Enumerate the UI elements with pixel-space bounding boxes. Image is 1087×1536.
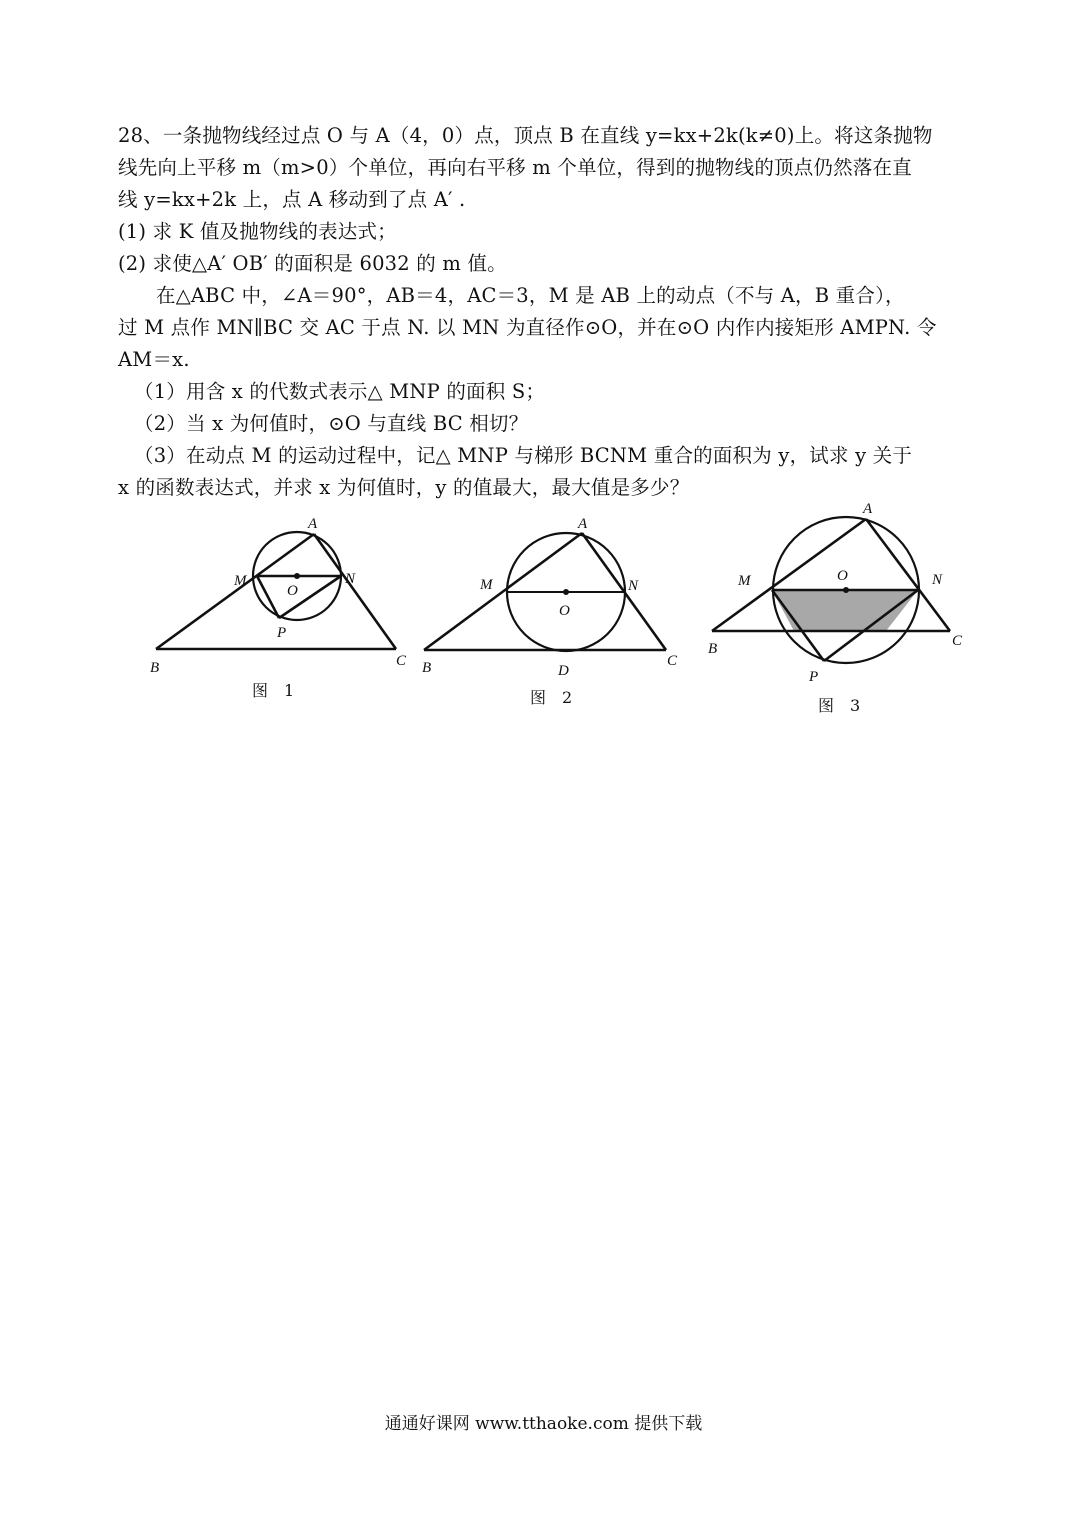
fig1-center-dot: [294, 573, 300, 579]
fig1-label-o: O: [287, 583, 298, 599]
figure-2: [412, 510, 692, 710]
problem-28-question-1: (1) 求 K 值及抛物线的表达式；: [118, 220, 397, 243]
fig3-center-dot: [843, 587, 849, 593]
fig3-label-o: O: [837, 568, 848, 584]
problem-2-line-3: AM＝x.: [118, 348, 190, 371]
fig2-label-b: B: [422, 660, 432, 676]
problem-2-line-1: 在△ABC 中，∠A＝90°，AB＝4，AC＝3，M 是 AB 上的动点（不与 A，B 重合），: [156, 284, 905, 307]
fig1-label-b: B: [150, 660, 160, 676]
fig3-label-p: P: [809, 669, 819, 685]
problem-28-line-2: 线先向上平移 m（m>0）个单位，再向右平移 m 个单位，得到的抛物线的顶点仍然落在直: [118, 156, 912, 179]
fig1-caption: 图 1: [252, 681, 295, 700]
figure-1: [140, 510, 420, 710]
figures-row: [140, 501, 980, 730]
figure-3: [700, 501, 990, 725]
fig3-shaded-overlap: [772, 590, 918, 631]
footer-credit: 通通好课网 www.tthaoke.com 提供下载: [384, 1414, 703, 1434]
fig2-label-c: C: [667, 653, 678, 669]
fig1-label-m: M: [234, 573, 247, 589]
fig2-center-dot: [563, 589, 569, 595]
problem-28: [118, 120, 978, 504]
fig3-caption: 图 3: [818, 696, 861, 715]
problem-2-question-1: （1）用含 x 的代数式表示△ MNP 的面积 S；: [134, 380, 546, 403]
fig1-label-n: N: [345, 571, 356, 587]
fig1-segment-mp: [257, 576, 279, 618]
fig3-label-n: N: [932, 572, 943, 588]
fig3-label-a: A: [863, 501, 873, 517]
fig3-label-c: C: [952, 633, 963, 649]
problem-2-question-2: （2）当 x 为何值时，⊙O 与直线 BC 相切？: [134, 412, 529, 435]
problem-28-question-2: (2) 求使△A′ OB′ 的面积是 6032 的 m 值。: [118, 252, 507, 275]
problem-28-line-3: 线 y=kx+2k 上，点 A 移动到了点 A′ .: [118, 188, 466, 211]
fig2-label-a: A: [578, 516, 588, 532]
problem-2-question-3b: x 的函数表达式，并求 x 为何值时，y 的值最大，最大值是多少？: [118, 476, 690, 499]
fig2-label-o: O: [559, 603, 570, 619]
fig1-label-p: P: [277, 625, 287, 641]
fig1-label-c: C: [396, 653, 407, 669]
fig3-label-m: M: [738, 573, 751, 589]
fig2-label-d: D: [558, 663, 569, 679]
problem-2-question-3a: （3）在动点 M 的运动过程中，记△ MNP 与梯形 BCNM 重合的面积为 y，试求 y 关于: [134, 444, 913, 467]
fig2-label-n: N: [628, 578, 639, 594]
fig3-label-b: B: [708, 641, 718, 657]
fig2-label-m: M: [480, 577, 493, 593]
fig1-label-a: A: [308, 516, 318, 532]
problem-28-line-1: 28、一条抛物线经过点 O 与 A（4，0）点，顶点 B 在直线 y=kx+2k(k≠0)上。将这条抛物: [118, 124, 933, 147]
fig1-segment-ac: [314, 534, 396, 649]
fig2-caption: 图 2: [530, 688, 573, 707]
problem-2-line-2: 过 M 点作 MN∥BC 交 AC 于点 N. 以 MN 为直径作⊙O，并在⊙O 内作内接矩形 AMPN. 令: [118, 316, 937, 339]
